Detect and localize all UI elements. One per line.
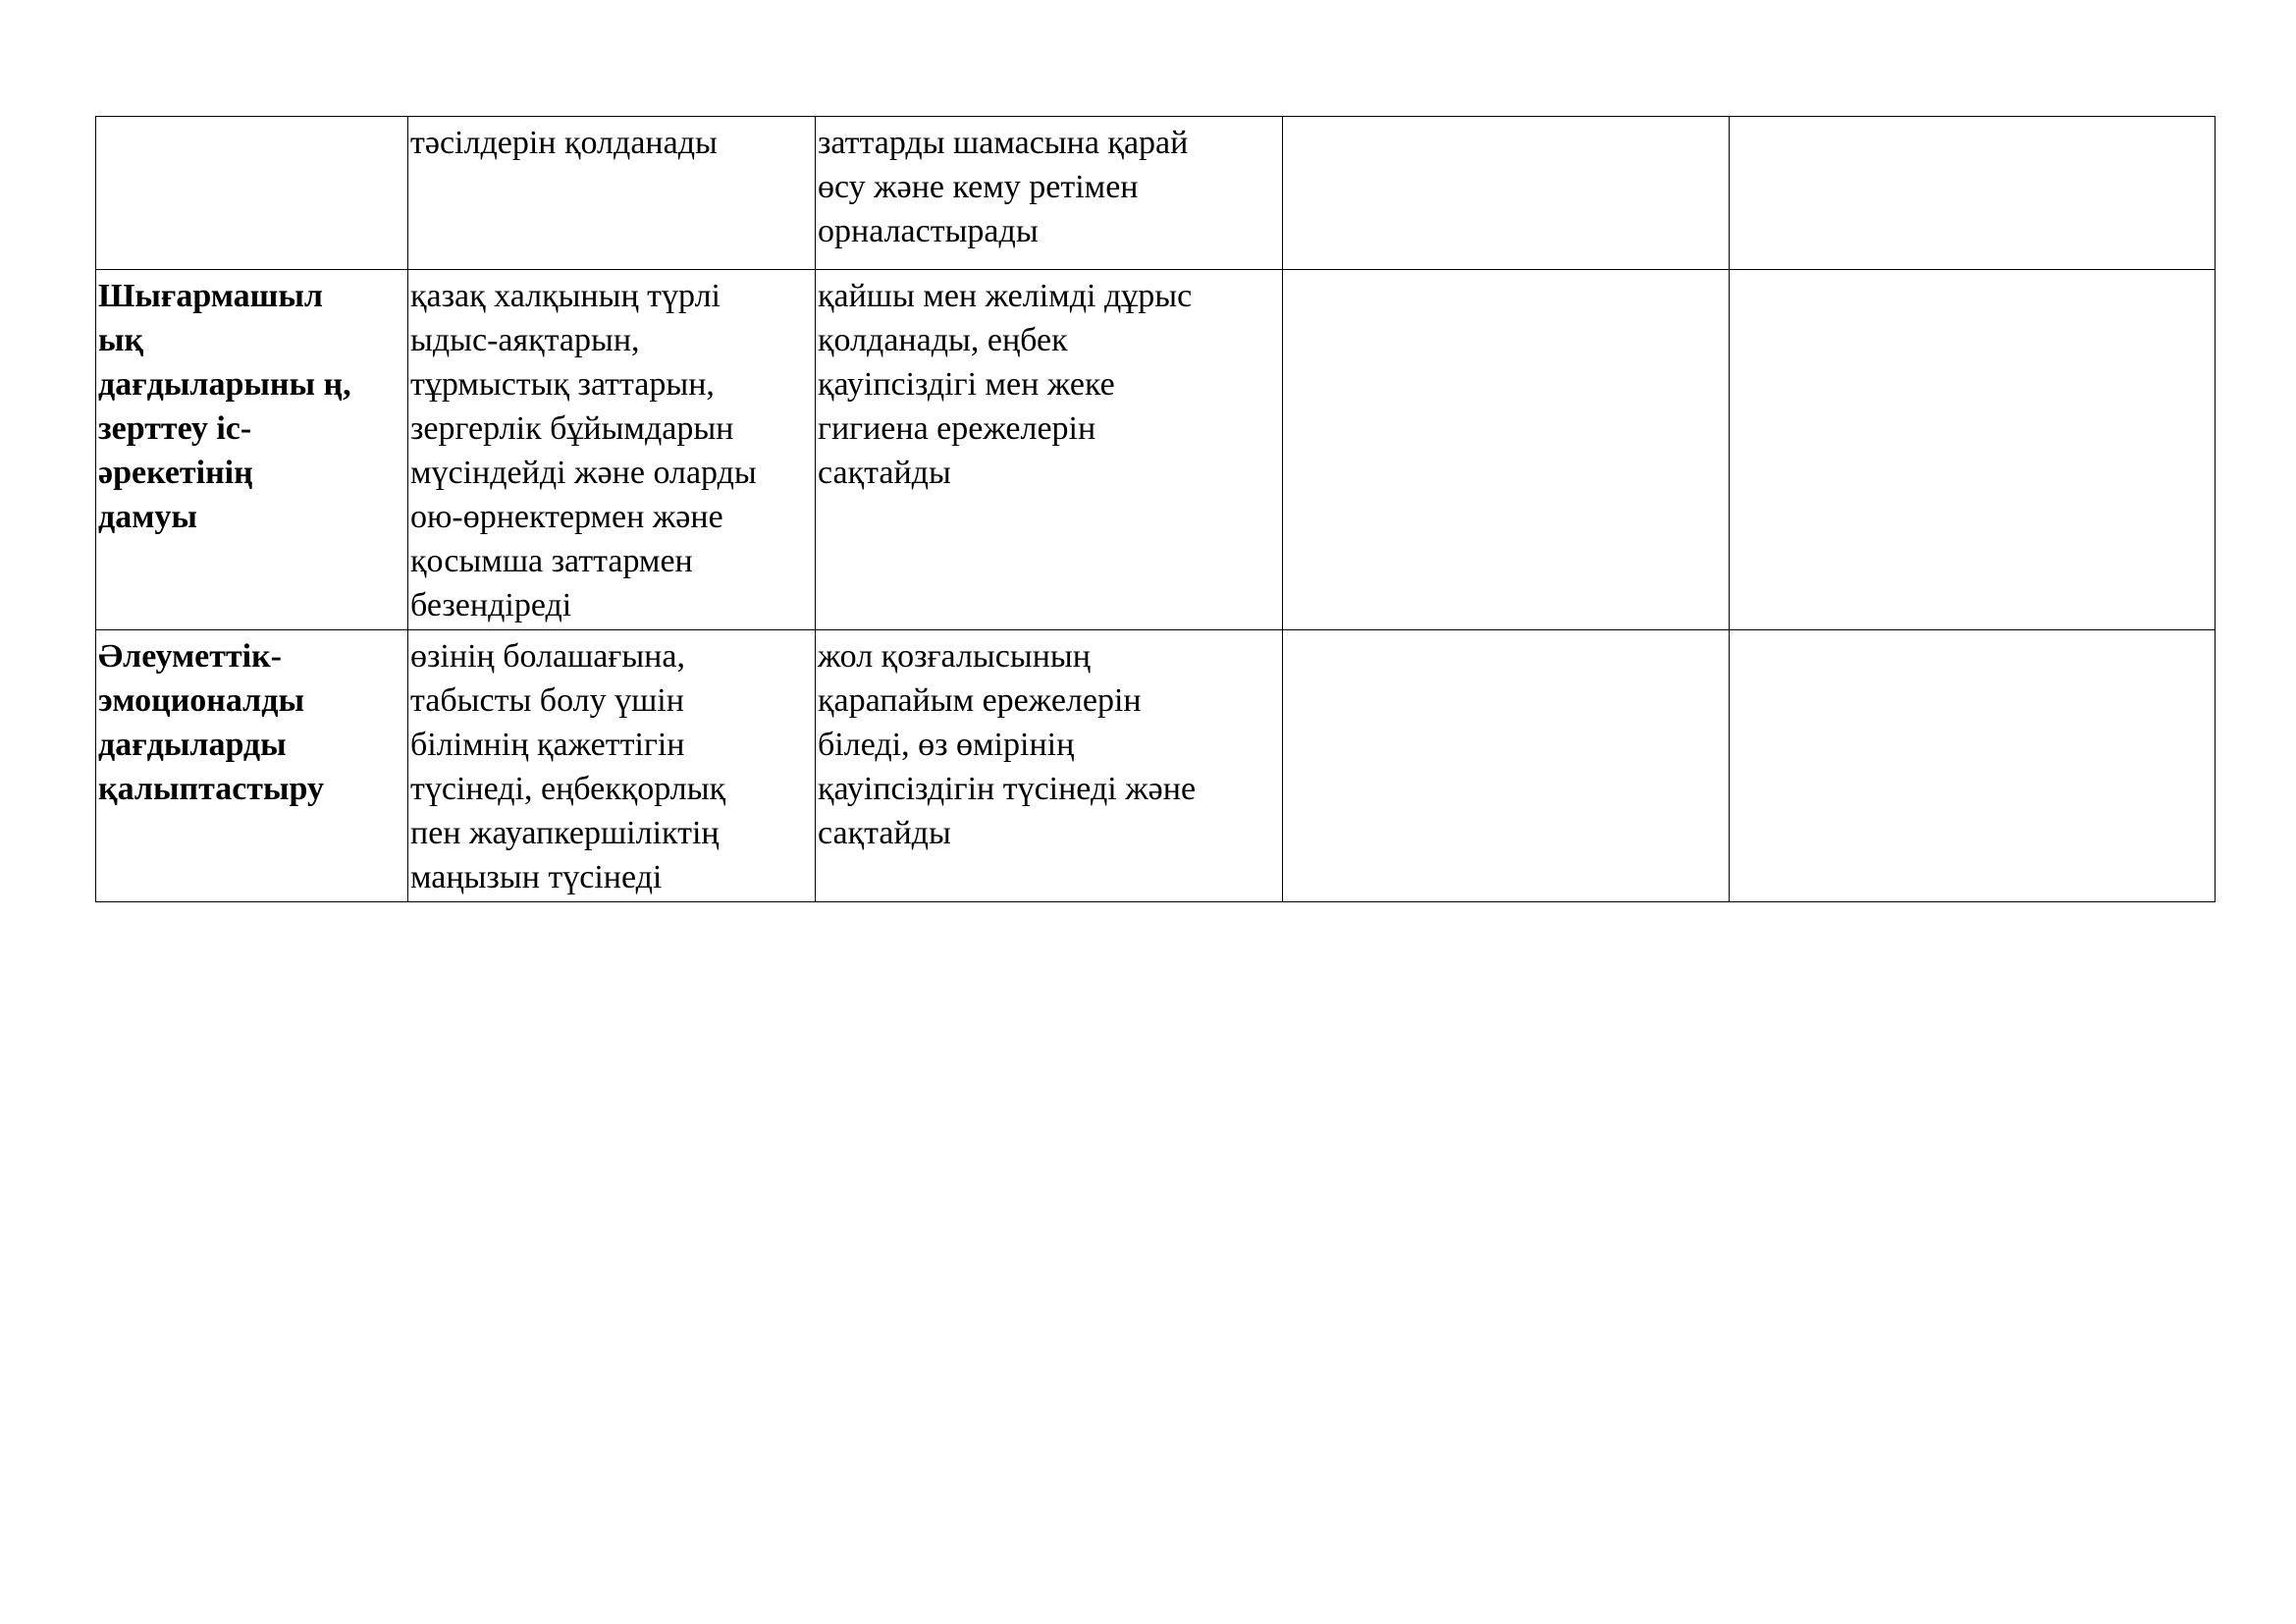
outcome-line: қолданады, еңбек [818,322,1068,358]
outcome-line: қайшы мен желімді дұрыс [818,278,1193,314]
table-row [96,630,2216,902]
section-line: ық [98,322,144,358]
section-line: дамуы [98,499,197,535]
description-line: ою-өрнектермен және [410,499,723,535]
description-line: ыдыс-аяқтарын, [410,322,640,358]
section-line: Шығармашыл [98,278,323,314]
section-line: әрекетінің [98,455,253,491]
outcome-line: өсу және кему ретімен [818,169,1139,205]
description-line: қазақ халқының түрлі [410,278,721,314]
section-line: дағдыларыны ң, [98,366,351,403]
description-line: қосымша заттармен [410,543,693,579]
outcome-line: сақтайды [818,815,951,851]
description-line: мүсіндейді және оларды [410,455,757,491]
description-cell [408,270,816,630]
outcome-line: қарапайым ережелерін [818,682,1142,719]
description-line: тәсілдерін қолданады [410,125,718,161]
outcome-cell [816,117,1283,270]
section-cell [96,270,408,630]
empty-cell [1730,117,2216,270]
description-line: білімнің қажеттігін [410,727,685,763]
description-line: безендіреді [410,587,572,623]
section-line: зерттеу іс- [98,410,252,447]
description-line: тұрмыстық заттарын, [410,366,715,403]
section-line: Әлеуметтік- [98,638,282,675]
outcome-line: гигиена ережелерін [818,410,1096,447]
table-row [96,270,2216,630]
section-cell [96,117,408,270]
outcome-line: орналастырады [818,213,1039,249]
empty-cell [1730,270,2216,630]
description-cell [408,117,816,270]
section-line: дағдыларды [98,727,287,763]
outcome-line: заттарды шамасына қарай [818,125,1189,161]
description-cell [408,630,816,902]
outcome-line: қауіпсіздігін түсінеді және [818,771,1197,807]
section-cell [96,630,408,902]
description-line: өзінің болашағына, [410,638,685,675]
outcome-cell [816,630,1283,902]
outcome-line: сақтайды [818,455,951,491]
empty-cell [1283,117,1730,270]
outcome-cell [816,270,1283,630]
description-line: зергерлік бұйымдарын [410,410,734,447]
skills-table [95,116,2216,902]
empty-cell [1283,630,1730,902]
outcome-line: жол қозғалысының [818,638,1091,675]
description-line: табысты болу үшін [410,682,684,719]
empty-cell [1730,630,2216,902]
empty-cell [1283,270,1730,630]
table-row [96,117,2216,270]
description-line: маңызын түсінеді [410,859,663,895]
section-line: қалыптастыру [98,771,325,807]
outcome-line: біледі, өз өмірінің [818,727,1075,763]
description-line: түсінеді, еңбекқорлық [410,771,726,807]
outcome-line: қауіпсіздігі мен жеке [818,366,1115,403]
section-line: эмоционалды [98,682,304,719]
description-line: пен жауапкершіліктің [410,815,720,851]
